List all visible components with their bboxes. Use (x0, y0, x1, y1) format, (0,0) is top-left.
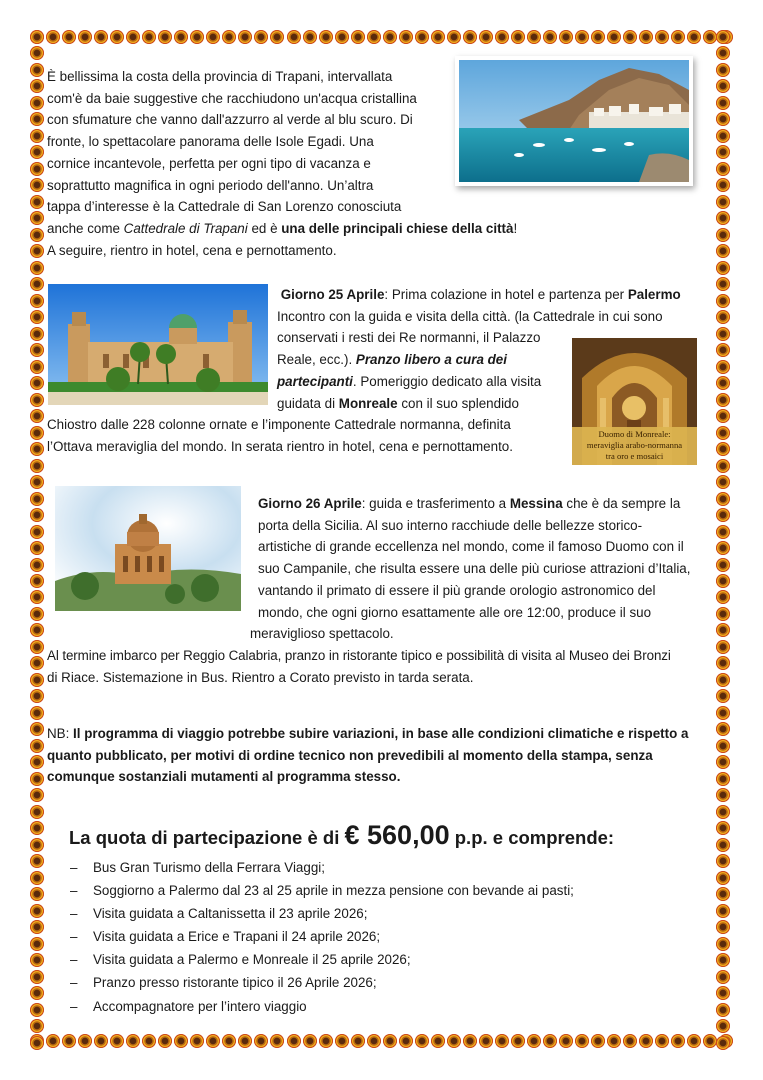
list-item (70, 948, 574, 971)
sunflower-icon (30, 327, 44, 341)
sunflower-icon (30, 788, 44, 802)
sunflower-icon (30, 689, 44, 703)
sunflower-icon (126, 1034, 140, 1048)
sunflower-icon (716, 228, 730, 242)
sunflower-icon (30, 656, 44, 670)
sunflower-icon (716, 656, 730, 670)
sunflower-icon (671, 1034, 685, 1048)
day25-line: l’Ottava meraviglia del mondo. In serata rientro in hotel, cena e pernottamento. (47, 438, 513, 454)
bold-italic-text: partecipanti (277, 373, 353, 389)
intro-line: com'è da baie suggestive che racchiudono un'acqua cristallina (47, 90, 417, 106)
sunflower-icon (716, 558, 730, 572)
sunflower-icon (30, 1003, 44, 1017)
sunflower-icon (511, 30, 525, 44)
list-item-text: Soggiorno a Palermo dal 23 al 25 aprile in mezza pensione con bevande ai pasti; (93, 883, 574, 899)
sunflower-icon (222, 30, 236, 44)
sunflower-border-top (30, 30, 734, 48)
sunflower-icon (30, 459, 44, 473)
sunflower-icon (716, 79, 730, 93)
sunflower-icon (46, 1034, 60, 1048)
sunflower-icon (716, 805, 730, 819)
sunflower-icon (716, 541, 730, 555)
sunflower-icon (30, 772, 44, 786)
sunflower-icon (30, 1036, 44, 1050)
sunflower-icon (716, 360, 730, 374)
sunflower-icon (30, 706, 44, 720)
sunflower-border-right (716, 30, 734, 1050)
sunflower-icon (270, 1034, 284, 1048)
sunflower-icon (30, 953, 44, 967)
sunflower-icon (287, 30, 301, 44)
sunflower-icon (671, 30, 685, 44)
sunflower-icon (206, 30, 220, 44)
text: ed è (247, 220, 282, 236)
sunflower-icon (623, 30, 637, 44)
dash-bullet-icon: – (70, 952, 78, 968)
sunflower-icon (78, 30, 92, 44)
sunflower-icon (716, 244, 730, 258)
sunflower-icon (30, 525, 44, 539)
sunflower-icon (335, 1034, 349, 1048)
sunflower-icon (716, 310, 730, 324)
sunflower-icon (30, 96, 44, 110)
sunflower-icon (716, 442, 730, 456)
sunflower-icon (30, 30, 44, 44)
dash-bullet-icon: – (70, 998, 78, 1014)
day25-line (277, 284, 681, 306)
sunflower-icon (716, 393, 730, 407)
sunflower-icon (716, 30, 730, 44)
sunflower-icon (46, 30, 60, 44)
sunflower-icon (238, 1034, 252, 1048)
nb-line (47, 723, 688, 745)
trapani-coast-image (455, 56, 693, 186)
sunflower-icon (30, 541, 44, 555)
text: ! (513, 220, 518, 236)
dash-bullet-icon: – (70, 929, 78, 945)
sunflower-icon (716, 1036, 730, 1050)
sunflower-icon (174, 1034, 188, 1048)
quota-prefix: La quota di partecipazione è di (69, 827, 345, 848)
list-item-text: Pranzo presso ristorante tipico il 26 Aprile 2026; (93, 975, 377, 991)
sunflower-icon (238, 30, 252, 44)
sunflower-icon (687, 30, 701, 44)
list-item (70, 925, 574, 948)
sunflower-icon (716, 492, 730, 506)
sunflower-icon (591, 1034, 605, 1048)
text: . Pomeriggio dedicato alla visita (352, 373, 542, 389)
sunflower-icon (319, 30, 333, 44)
nb-paragraph (47, 723, 688, 788)
sunflower-icon (158, 30, 172, 44)
sunflower-icon (716, 986, 730, 1000)
dash-bullet-icon: – (70, 975, 78, 991)
sunflower-icon (511, 1034, 525, 1048)
sunflower-icon (591, 30, 605, 44)
intro-line (47, 218, 517, 240)
sunflower-icon (716, 970, 730, 984)
sunflower-icon (655, 30, 669, 44)
sunflower-icon (174, 30, 188, 44)
dash-bullet-icon: – (70, 883, 78, 899)
sunflower-icon (716, 821, 730, 835)
sunflower-icon (607, 30, 621, 44)
list-item (70, 971, 574, 994)
sunflower-icon (399, 1034, 413, 1048)
day25-title: Giorno 25 Aprile (280, 287, 385, 302)
bold-text: Messina (509, 496, 563, 511)
day26-paragraph-bottom (47, 645, 671, 688)
sunflower-icon (30, 343, 44, 357)
sunflower-icon (30, 640, 44, 654)
sunflower-icon (415, 30, 429, 44)
intro-line: fronte, lo spettacolare panorama delle Isole Egadi. Una (47, 134, 374, 150)
sunflower-icon (543, 1034, 557, 1048)
intro-paragraph (47, 66, 517, 261)
sunflower-icon (716, 1003, 730, 1017)
sunflower-icon (142, 1034, 156, 1048)
sunflower-icon (716, 788, 730, 802)
sunflower-icon (351, 1034, 365, 1048)
sunflower-icon (30, 195, 44, 209)
sunflower-icon (415, 1034, 429, 1048)
sunflower-icon (30, 673, 44, 687)
sunflower-icon (287, 1034, 301, 1048)
list-item (70, 995, 574, 1018)
sunflower-icon (639, 30, 653, 44)
sunflower-icon (30, 63, 44, 77)
dash-bullet-icon: – (70, 860, 78, 875)
sunflower-icon (716, 673, 730, 687)
sunflower-icon (30, 112, 44, 126)
sunflower-icon (431, 1034, 445, 1048)
sunflower-icon (639, 1034, 653, 1048)
caption-line: Duomo di Monreale: (598, 429, 671, 439)
sunflower-icon (30, 1019, 44, 1033)
sunflower-icon (716, 887, 730, 901)
intro-line: soprattutto magnifica in ogni periodo dell'anno. Un’altra (47, 177, 374, 193)
day26-line-end (250, 623, 394, 645)
sunflower-icon (30, 574, 44, 588)
sunflower-icon (190, 1034, 204, 1048)
sunflower-icon (383, 30, 397, 44)
sunflower-icon (30, 426, 44, 440)
sunflower-icon (30, 854, 44, 868)
sunflower-icon (30, 409, 44, 423)
sunflower-icon (559, 1034, 573, 1048)
intro-line: cornice incantevole, perfetta per ogni tipo di vacanza e (47, 155, 371, 171)
sunflower-icon (655, 1034, 669, 1048)
bold-text: Palermo (627, 287, 681, 302)
sunflower-icon (716, 772, 730, 786)
sunflower-icon (716, 525, 730, 539)
sunflower-icon (30, 821, 44, 835)
day26-line: di Riace. Sistemazione in Bus. Rientro a Corato previsto in tarda serata. (47, 669, 474, 685)
nb-line (47, 766, 688, 788)
day25-line: conservati i resti dei Re normanni, il Palazzo (277, 330, 541, 346)
bold-text: quanto pubblicato, per motivi di ordine tecnico non prevedibili al momento della stampa, senza (47, 747, 653, 763)
intro-line: tappa d’interesse è la Cattedrale di San Lorenzo conosciuta (47, 199, 402, 215)
bold-text: Il programma di viaggio potrebbe subire variazioni, in base alle condizioni climatiche e rispetto a (73, 726, 689, 741)
sunflower-icon (30, 244, 44, 258)
sunflower-icon (687, 1034, 701, 1048)
list-item-text: Visita guidata a Palermo e Monreale il 25 aprile 2026; (93, 952, 411, 968)
sunflower-icon (222, 1034, 236, 1048)
intro-line: A seguire, rientro in hotel, cena e pernottamento. (47, 242, 337, 258)
sunflower-icon (399, 30, 413, 44)
day26-line (258, 493, 690, 515)
sunflower-icon (716, 937, 730, 951)
sunflower-icon (716, 689, 730, 703)
quota-heading (69, 820, 614, 851)
sunflower-icon (30, 937, 44, 951)
sunflower-icon (716, 755, 730, 769)
bold-text: Monreale (338, 395, 398, 411)
quota-price: € 560,00 (344, 820, 450, 850)
sunflower-icon (623, 1034, 637, 1048)
sunflower-icon (30, 722, 44, 736)
sunflower-icon (716, 854, 730, 868)
sunflower-icon (463, 30, 477, 44)
sunflower-icon (575, 30, 589, 44)
sunflower-icon (319, 1034, 333, 1048)
sunflower-icon (716, 96, 730, 110)
text: Reale, ecc.). (277, 352, 356, 368)
day26-line: mondo, che ogni giorno esattamente alle ore 12:00, produce il suo (258, 604, 652, 620)
day26-paragraph-top (258, 493, 690, 623)
sunflower-icon (716, 607, 730, 621)
sunflower-icon (30, 623, 44, 637)
list-item (70, 902, 574, 925)
intro-line: con sfumature che vanno dall'azzurro al verde al blu scuro. Di (47, 112, 413, 128)
sunflower-icon (30, 755, 44, 769)
sunflower-icon (463, 1034, 477, 1048)
quota-suffix: p.p. e comprende: (449, 827, 615, 848)
sunflower-icon (716, 871, 730, 885)
sunflower-icon (716, 904, 730, 918)
sunflower-border-bottom (30, 1034, 734, 1052)
text: : Prima colazione in hotel e partenza per (384, 287, 628, 302)
sunflower-icon (30, 442, 44, 456)
list-item-text: Bus Gran Turismo della Ferrara Viaggi; (93, 860, 325, 875)
sunflower-icon (30, 920, 44, 934)
sunflower-icon (716, 294, 730, 308)
monreale-caption (572, 427, 697, 465)
palermo-cathedral-image (48, 284, 268, 405)
sunflower-icon (30, 805, 44, 819)
sunflower-icon (30, 393, 44, 407)
sunflower-icon (30, 838, 44, 852)
sunflower-icon (30, 360, 44, 374)
sunflower-icon (190, 30, 204, 44)
sunflower-icon (479, 30, 493, 44)
day25-paragraph-bottom (47, 414, 513, 457)
sunflower-icon (716, 343, 730, 357)
sunflower-icon (716, 162, 730, 176)
sunflower-icon (716, 63, 730, 77)
text: che è da sempre la (562, 496, 681, 511)
sunflower-icon (716, 195, 730, 209)
bold-text: comunque sostanziali mutamenti al programma stesso. (47, 769, 401, 785)
sunflower-icon (716, 920, 730, 934)
sunflower-icon (30, 129, 44, 143)
sunflower-icon (716, 508, 730, 522)
sunflower-icon (30, 277, 44, 291)
monreale-duomo-image (572, 338, 697, 465)
day26-line: vantando il primato di essere il più grande orologio astronomico del (258, 582, 656, 598)
sunflower-icon (270, 30, 284, 44)
sunflower-icon (62, 1034, 76, 1048)
sunflower-icon (495, 30, 509, 44)
sunflower-icon (716, 46, 730, 60)
day25-line: Chiostro dalle 228 colonne ornate e l’imponente Cattedrale normanna, definita (47, 417, 511, 432)
sunflower-icon (716, 426, 730, 440)
includes-list (70, 856, 574, 1018)
list-item-text: Accompagnatore per l’intero viaggio (93, 998, 307, 1014)
text: con il suo splendido (397, 395, 519, 411)
sunflower-icon (142, 30, 156, 44)
sunflower-icon (30, 310, 44, 324)
sunflower-icon (716, 722, 730, 736)
sunflower-icon (716, 623, 730, 637)
sunflower-icon (254, 30, 268, 44)
sunflower-icon (30, 475, 44, 489)
text: anche come (47, 220, 124, 236)
bold-text: una delle principali chiese della città (281, 220, 514, 236)
sunflower-icon (716, 211, 730, 225)
sunflower-icon (351, 30, 365, 44)
sunflower-icon (527, 1034, 541, 1048)
sunflower-icon (206, 1034, 220, 1048)
italic-text: Cattedrale di Trapani (123, 220, 248, 236)
sunflower-icon (716, 178, 730, 192)
sunflower-icon (716, 145, 730, 159)
day26-line: suo Campanile, che risulta essere una delle più curiose attrazioni d’Italia, (258, 561, 691, 577)
caption-line: tra oro e mosaici (605, 451, 664, 461)
sunflower-icon (383, 1034, 397, 1048)
text: : guida e trasferimento a (361, 496, 510, 511)
sunflower-icon (367, 30, 381, 44)
caption-line: meraviglia arabo-normanna (586, 440, 683, 450)
sunflower-icon (716, 1019, 730, 1033)
sunflower-icon (367, 1034, 381, 1048)
sunflower-icon (716, 640, 730, 654)
sunflower-icon (30, 986, 44, 1000)
sunflower-icon (607, 1034, 621, 1048)
list-item-text: Visita guidata a Caltanissetta il 23 aprile 2026; (93, 906, 368, 922)
sunflower-icon (94, 30, 108, 44)
sunflower-icon (30, 492, 44, 506)
sunflower-icon (447, 30, 461, 44)
sunflower-icon (30, 558, 44, 572)
sunflower-icon (30, 590, 44, 604)
sunflower-icon (527, 30, 541, 44)
sunflower-icon (30, 294, 44, 308)
sunflower-icon (30, 904, 44, 918)
sunflower-icon (575, 1034, 589, 1048)
sunflower-icon (110, 30, 124, 44)
sunflower-icon (303, 30, 317, 44)
day26-title: Giorno 26 Aprile (258, 496, 362, 511)
sunflower-icon (30, 887, 44, 901)
day26-line: artistiche di grande eccellenza nel mondo, come il famoso Duomo con il (258, 539, 684, 555)
sunflower-icon (30, 79, 44, 93)
sunflower-icon (30, 376, 44, 390)
sunflower-icon (30, 871, 44, 885)
sunflower-icon (30, 607, 44, 621)
nb-line (47, 745, 688, 767)
sunflower-icon (30, 178, 44, 192)
sunflower-icon (495, 1034, 509, 1048)
list-item (70, 879, 574, 902)
sunflower-icon (716, 475, 730, 489)
day25-line: Incontro con la guida e visita della città. (la Cattedrale in cui sono (277, 308, 663, 324)
sunflower-icon (716, 112, 730, 126)
sunflower-icon (716, 574, 730, 588)
sunflower-icon (30, 211, 44, 225)
intro-line: È bellissima la costa della provincia di Trapani, intervallata (47, 69, 393, 84)
text: guidata di (277, 395, 339, 411)
messina-image (55, 486, 241, 611)
sunflower-icon (30, 46, 44, 60)
sunflower-icon (110, 1034, 124, 1048)
sunflower-icon (94, 1034, 108, 1048)
sunflower-icon (126, 30, 140, 44)
day26-line: meraviglioso spettacolo. (250, 626, 394, 641)
sunflower-icon (716, 409, 730, 423)
nb-label: NB: (47, 726, 74, 741)
sunflower-icon (30, 970, 44, 984)
sunflower-icon (559, 30, 573, 44)
sunflower-icon (716, 838, 730, 852)
sunflower-icon (716, 459, 730, 473)
sunflower-icon (431, 30, 445, 44)
sunflower-icon (716, 590, 730, 604)
sunflower-icon (30, 739, 44, 753)
sunflower-icon (30, 508, 44, 522)
day26-line: Al termine imbarco per Reggio Calabria, pranzo in ristorante tipico e possibilità di visita al Museo dei Bronzi (47, 648, 671, 663)
sunflower-icon (303, 1034, 317, 1048)
sunflower-icon (335, 30, 349, 44)
sunflower-icon (62, 30, 76, 44)
sunflower-icon (543, 30, 557, 44)
sunflower-icon (716, 706, 730, 720)
list-item (70, 856, 574, 879)
sunflower-icon (30, 145, 44, 159)
bold-italic-text: Pranzo libero a cura dei (355, 352, 507, 368)
sunflower-icon (716, 129, 730, 143)
sunflower-icon (716, 376, 730, 390)
sunflower-icon (716, 739, 730, 753)
sunflower-icon (479, 1034, 493, 1048)
sunflower-icon (716, 953, 730, 967)
sunflower-icon (30, 162, 44, 176)
sunflower-icon (716, 327, 730, 341)
day26-line: porta della Sicilia. Al suo interno racchiude delle bellezze storico- (258, 517, 643, 533)
sunflower-icon (716, 277, 730, 291)
sunflower-icon (78, 1034, 92, 1048)
sunflower-icon (447, 1034, 461, 1048)
sunflower-icon (716, 261, 730, 275)
list-item-text: Visita guidata a Erice e Trapani il 24 aprile 2026; (93, 929, 381, 945)
sunflower-icon (30, 261, 44, 275)
sunflower-icon (30, 228, 44, 242)
sunflower-icon (158, 1034, 172, 1048)
sunflower-border-left (30, 30, 48, 1050)
sunflower-icon (254, 1034, 268, 1048)
dash-bullet-icon: – (70, 906, 78, 922)
